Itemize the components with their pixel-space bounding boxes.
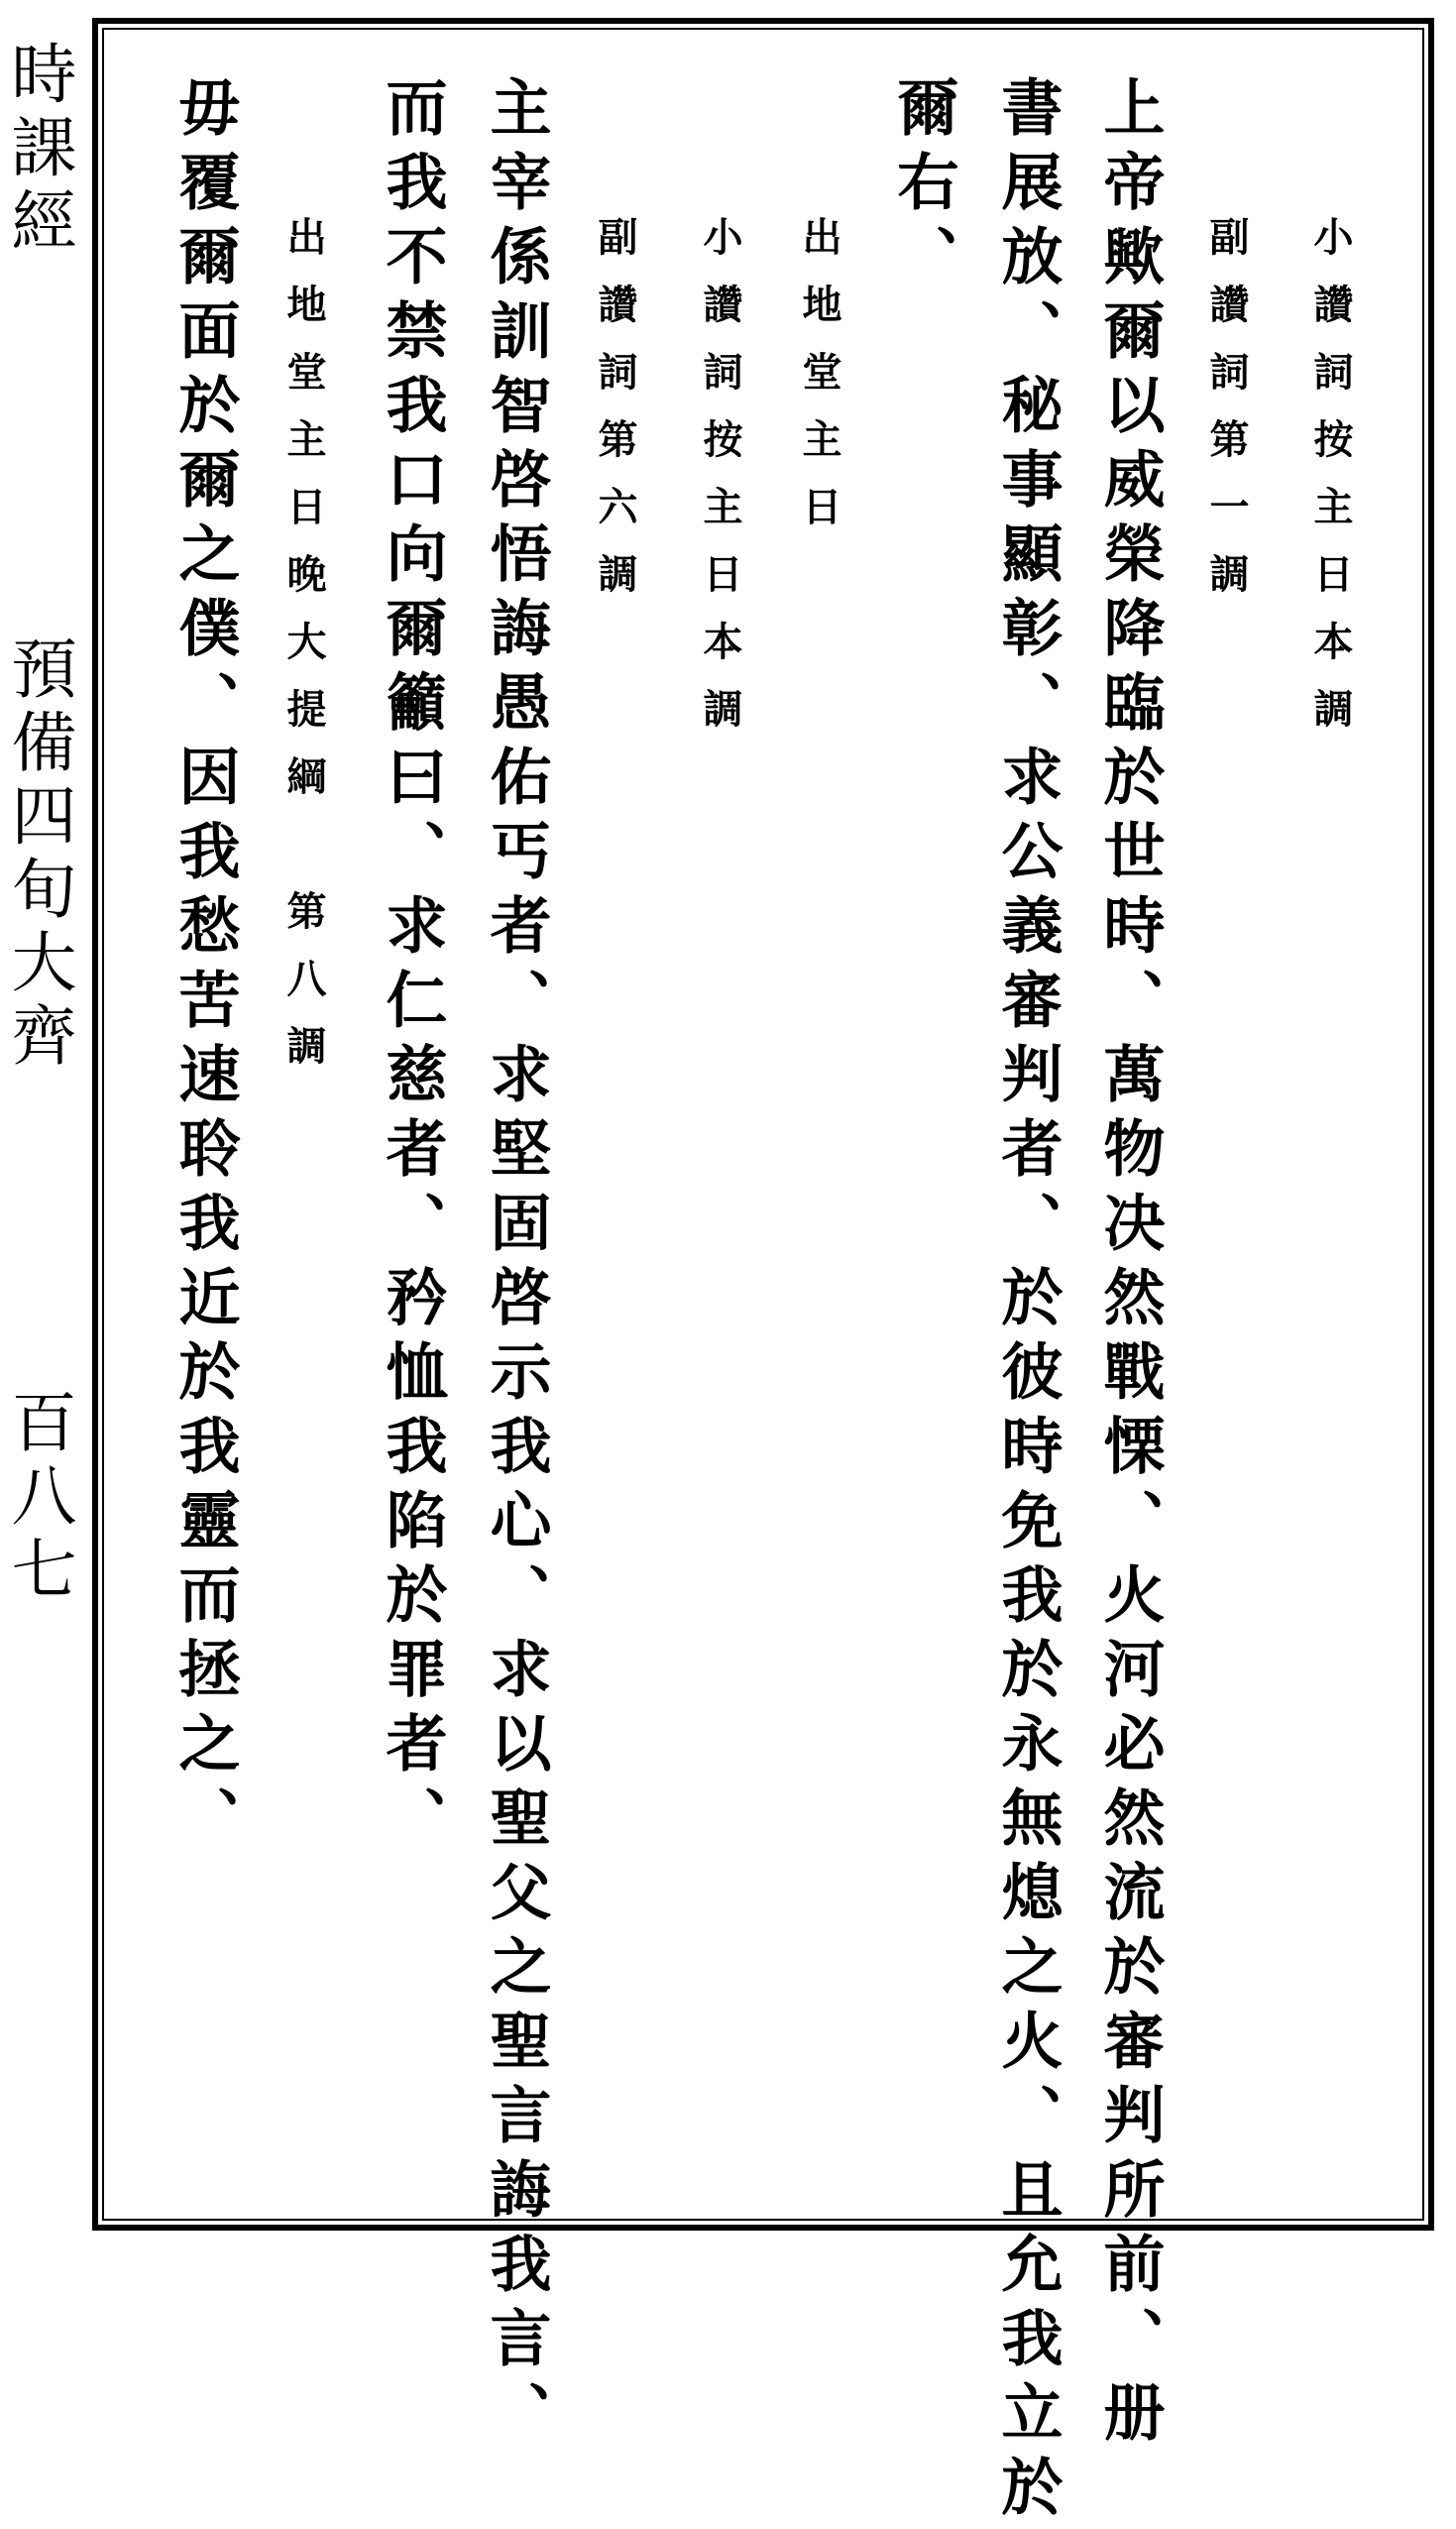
column-9-text: 主宰係訓智啓悟誨愚佑丐者、求堅固啓示我心、求以聖父之聖言誨我言、 xyxy=(480,75,552,2455)
book-title: 時課經 xyxy=(0,40,76,260)
column-5-text: 爾右、 xyxy=(887,75,959,298)
column-11-heading: 出地堂主日晚大提綱 第八調 xyxy=(280,216,327,1092)
column-1-heading: 小讚詞按主日本調 xyxy=(1307,216,1354,755)
column-7-heading: 小讚詞按主日本調 xyxy=(697,216,743,755)
column-2-heading: 副讚詞第一調 xyxy=(1203,216,1250,621)
page-number: 百八七 xyxy=(0,1388,76,1608)
column-3-text: 上帝歟爾以威榮降臨於世時、萬物决然戰慄、火河必然流於審判所前、册 xyxy=(1093,75,1166,2455)
column-10-text: 而我不禁我口向爾籲曰、求仁慈者、矜恤我陷於罪者、 xyxy=(376,75,448,1860)
column-8-heading: 副讚詞第六調 xyxy=(592,216,638,621)
column-12-text: 毋覆爾面於爾之僕、因我愁苦速聆我近於我靈而拯之、 xyxy=(168,75,241,1860)
column-6-heading: 出地堂主日 xyxy=(796,216,842,553)
section-title: 預備四旬大齊 xyxy=(0,634,76,1075)
column-4-text: 書展放、秘事顯彰、求公義審判者、於彼時免我於永無熄之火、且允我立於 xyxy=(991,75,1064,2529)
